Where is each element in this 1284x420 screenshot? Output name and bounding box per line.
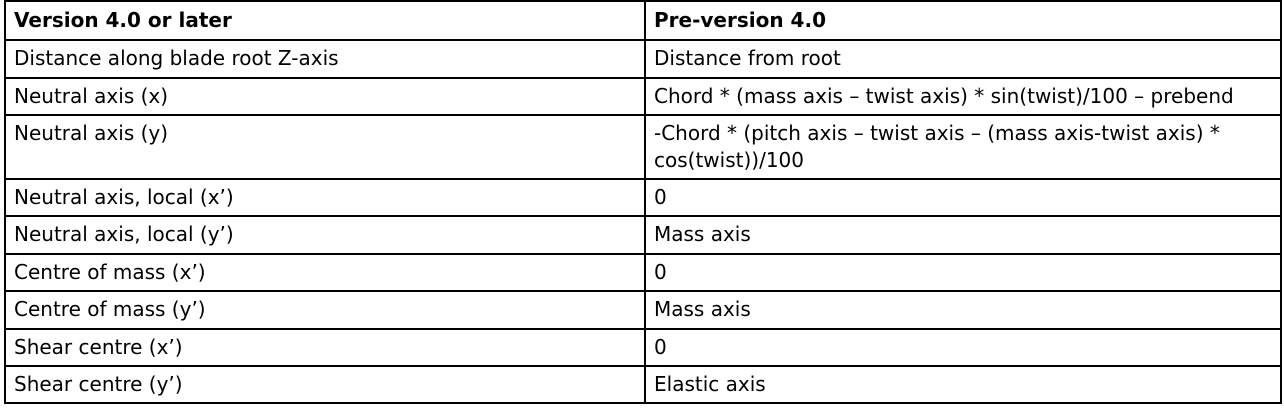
row-label: Centre of mass (y’) <box>5 291 645 328</box>
row-value: 0 <box>645 254 1281 291</box>
column-header-pre-version-4: Pre-version 4.0 <box>645 1 1281 40</box>
row-value: 0 <box>645 179 1281 216</box>
blade-parameter-comparison-table <box>4 0 1282 404</box>
table-row <box>5 366 1281 403</box>
table-row <box>5 179 1281 216</box>
table-row <box>5 78 1281 115</box>
row-label: Neutral axis, local (x’) <box>5 179 645 216</box>
row-label: Shear centre (y’) <box>5 366 645 403</box>
table-header-row <box>5 1 1281 40</box>
row-label: Neutral axis (y) <box>5 115 645 179</box>
table-row <box>5 254 1281 291</box>
row-value: Mass axis <box>645 291 1281 328</box>
row-value: Mass axis <box>645 216 1281 253</box>
row-label: Shear centre (x’) <box>5 329 645 366</box>
row-label: Neutral axis, local (y’) <box>5 216 645 253</box>
row-value: Chord * (mass axis – twist axis) * sin(twist)/100 – prebend <box>645 78 1281 115</box>
table-row <box>5 40 1281 77</box>
row-value: Elastic axis <box>645 366 1281 403</box>
row-label: Centre of mass (x’) <box>5 254 645 291</box>
column-header-version-4-or-later: Version 4.0 or later <box>5 1 645 40</box>
table-row <box>5 291 1281 328</box>
table-row <box>5 115 1281 179</box>
row-value: -Chord * (pitch axis – twist axis – (mass axis-twist axis) * cos(twist))/100 <box>645 115 1281 179</box>
row-label: Neutral axis (x) <box>5 78 645 115</box>
row-value: 0 <box>645 329 1281 366</box>
row-label: Distance along blade root Z-axis <box>5 40 645 77</box>
table-row <box>5 329 1281 366</box>
row-value: Distance from root <box>645 40 1281 77</box>
table-row <box>5 216 1281 253</box>
